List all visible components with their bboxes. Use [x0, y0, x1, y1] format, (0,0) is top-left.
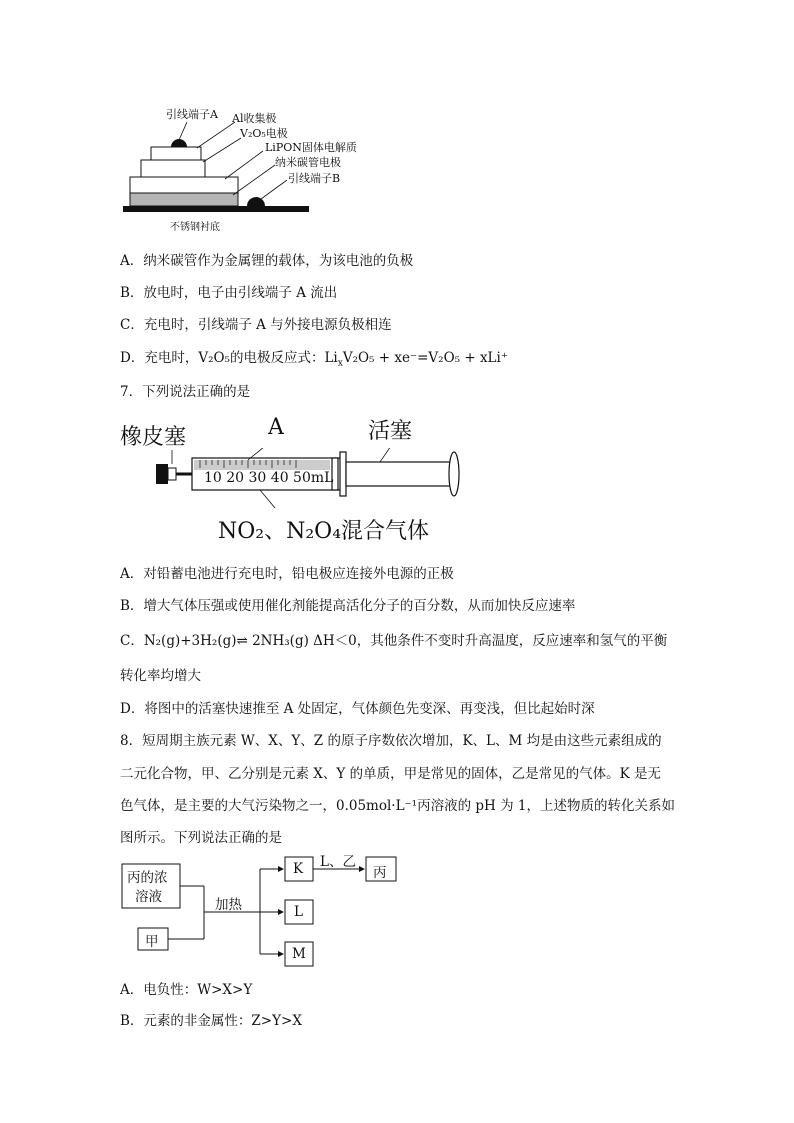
- flow-jia: 甲: [145, 934, 159, 950]
- q7-option-a: A．对铅蓄电池进行充电时，铅电极应连接外电源的正极: [120, 566, 454, 582]
- label-gas-mixture: NO₂、N₂O₄混合气体: [218, 519, 430, 544]
- q7-stem: 7．下列说法正确的是: [120, 384, 251, 400]
- q8-stem-line-3: 色气体，是主要的大气污染物之一，0.05mol·L⁻¹丙溶液的 pH 为 1，上述物质的转化关系如: [120, 798, 675, 814]
- label-v2o5: V₂O₅电极: [240, 127, 288, 140]
- flow-arrow-label: L、乙: [320, 854, 356, 870]
- al-collector-layer: [151, 147, 201, 160]
- q7-option-d: D．将图中的活塞快速推至 A 处固定，气体颜色先变深、再变浅，但比起始时深: [120, 701, 595, 717]
- terminal-a-dome: [171, 139, 187, 147]
- plunger-rod: [346, 462, 451, 486]
- q7-option-b: B．增大气体压强或使用催化剂能提高活化分子的百分数，从而加快反应速率: [120, 598, 576, 614]
- q8-option-b: B．元素的非金属性：Z>Y>X: [120, 1013, 302, 1029]
- nanotube-layer: [130, 193, 238, 206]
- q6-option-b: B．放电时，电子由引线端子 A 流出: [120, 285, 338, 301]
- q6-option-a: A．纳米碳管作为金属锂的载体，为该电池的负极: [120, 253, 414, 269]
- q6-option-d-prefix: D．充电时，V₂O₅的电极反应式：Li: [120, 350, 338, 366]
- q6-option-d-equation: V₂O₅ + xe⁻=V₂O₅ + xLi⁺: [342, 350, 508, 366]
- flow-l: L: [294, 904, 303, 920]
- label-terminal-a: 引线端子A: [166, 108, 218, 121]
- flow-conc-line-1: 丙的浓: [127, 870, 168, 886]
- lipon-layer: [130, 177, 238, 193]
- label-mark-a: A: [268, 415, 284, 440]
- q8-option-a: A．电负性：W>X>Y: [120, 982, 253, 998]
- label-terminal-b: 引线端子B: [288, 172, 341, 185]
- q8-stem-line-2: 二元化合物，甲、乙分别是元素 X、Y 的单质，甲是常见的固体，乙是常见的气体。K 是无: [120, 766, 661, 782]
- q6-option-d: D．充电时，V₂O₅的电极反应式：$Li_xV_2O_5 + xe^-=V_2O_5 + xLi^+$: [120, 350, 508, 369]
- flow-bing: 丙: [373, 865, 387, 881]
- label-substrate: 不锈钢衬底: [170, 222, 220, 233]
- rubber-stopper: [156, 464, 168, 484]
- q7-option-c: C．N₂(g)+3H₂(g)⇌ 2NH₃(g) ΔH＜0，其他条件不变时升高温度，反应速率和氢气的平衡: [120, 633, 668, 649]
- flow-heat-label: 加热: [215, 897, 242, 913]
- q8-stem-line-1: 8．短周期主族元素 W、X、Y、Z 的原子序数依次增加，K、L、M 均是由这些元素组成的: [120, 733, 662, 749]
- label-rubber-stopper: 橡皮塞: [120, 425, 187, 450]
- label-al-collector: Al收集极: [232, 112, 277, 125]
- flow-m: M: [292, 946, 306, 962]
- flow-k: K: [293, 861, 304, 877]
- label-nanotube: 纳米碳管电极: [275, 156, 341, 169]
- label-lipon: LiPON固体电解质: [265, 141, 357, 154]
- label-syringe-scale: 10 20 30 40 50mL: [204, 470, 334, 486]
- q6-option-c: C．充电时，引线端子 A 与外接电源负极相连: [120, 317, 392, 333]
- flow-conc-line-2: 溶液: [135, 889, 162, 905]
- v2o5-layer: [141, 160, 205, 177]
- q8-stem-line-4: 图所示。下列说法正确的是: [120, 830, 282, 846]
- substrate-bar: [123, 206, 309, 212]
- plunger-end: [449, 452, 459, 496]
- label-plunger: 活塞: [368, 419, 413, 444]
- q7-option-c-cont: 转化率均增大: [120, 668, 201, 684]
